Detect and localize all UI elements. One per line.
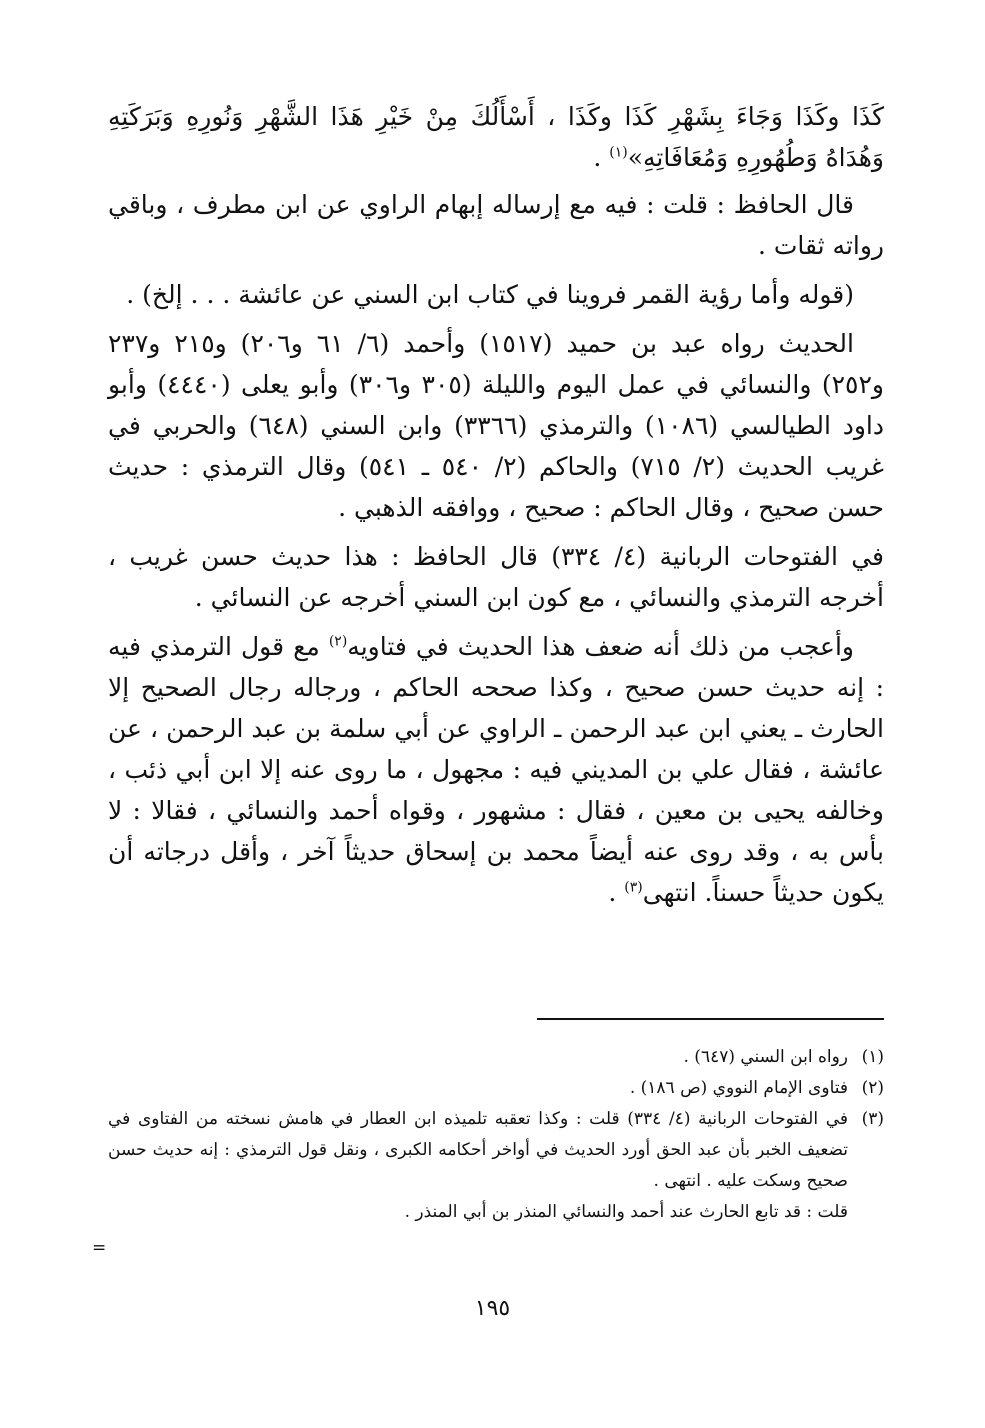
footnote-2 bbox=[108, 1073, 884, 1104]
paragraph-text: قال الحافظ : قلت : فيه مع إرساله إبهام الراوي عن ابن مطرف ، وباقي رواته ثقات . bbox=[108, 190, 884, 260]
paragraph-text: كَذَا وكَذَا وَجَاءَ بِشَهْرِ كَذَا وكَذَا ، أَسْأَلُكَ مِنْ خَيْرِ هَذَا الشَّهْرِ وَنُورِهِ وَبَرَكَتِهِ وَهُدَاهُ وَطُهُورِهِ وَمُعَافَاتِهِ» bbox=[108, 102, 884, 172]
footnotes bbox=[108, 1042, 884, 1228]
footnote-number: (٢) bbox=[861, 1078, 884, 1098]
footnote-3 bbox=[108, 1104, 884, 1197]
footnote-number: (٣) bbox=[861, 1109, 884, 1129]
footnote-separator bbox=[537, 1018, 884, 1020]
continuation-mark: = bbox=[92, 1238, 107, 1258]
paragraph-4 bbox=[108, 323, 884, 528]
footnote-1 bbox=[108, 1042, 884, 1073]
paragraph-2 bbox=[108, 184, 884, 266]
paragraph-text: (قوله وأما رؤية القمر فروينا في كتاب ابن السني عن عائشة . . . إلخ) . bbox=[126, 280, 854, 309]
page-number: ١٩٥ bbox=[474, 1296, 511, 1321]
paragraph-text: وأعجب من ذلك أنه ضعف هذا الحديث في فتاويه bbox=[347, 632, 854, 661]
footnote-ref-1: (١) bbox=[609, 144, 628, 161]
paragraph-tail: مع قول الترمذي فيه : إنه حديث حسن صحيح ، وكذا صححه الحاكم ، ورجاله رجال الصحيح إلا الحارث ـ يعني ابن عبد الرحمن ـ الراوي عن أبي سلمة بن عبد الرحمن ، عن عائشة ، فقال علي بن المديني فيه : مجهول ، ما روى عنه إلا ابن أبي ذئب ، وخالفه يحيى بن معين ، فقال : مشهور ، وقواه أحمد والنسائي ، فقالا : لا بأس به ، وقد روى عنه أيضاً محمد بن إسحاق حديثاً آخر ، وأقل درجاته أن يكون حديثاً حسناً. انتهى bbox=[108, 632, 884, 907]
footnote-text: رواه ابن السني (٦٤٧) . bbox=[683, 1047, 848, 1067]
paragraph-tail-2: . bbox=[608, 878, 625, 907]
footnote-continuation: قلت : قد تابع الحارث عند أحمد والنسائي المنذر بن أبي المنذر . bbox=[404, 1202, 848, 1222]
footnote-number: (١) bbox=[861, 1047, 884, 1067]
footnote-ref-2: (٢) bbox=[328, 633, 348, 650]
paragraph-1 bbox=[108, 96, 884, 178]
footnote-text: في الفتوحات الربانية (٤/ ٣٣٤) قلت : وكذا تعقبه تلميذه ابن العطار في هامش نسخته من الفتاوى في تضعيف الخبر بأن عبد الحق أورد الحديث في أواخر أحكامه الكبرى ، ونقل قول الترمذي : إنه حديث حسن صحيح وسكت عليه . انتهى . bbox=[108, 1109, 848, 1191]
footnote-ref-3: (٣) bbox=[624, 879, 643, 896]
main-text bbox=[108, 96, 884, 921]
paragraph-5 bbox=[108, 536, 884, 618]
paragraph-text: الحديث رواه عبد بن حميد (١٥١٧) وأحمد (٦/ ٦١ و٢٠٦) و٢١٥ و٢٣٧ و٢٥٢) والنسائي في عمل اليوم والليلة (٣٠٥ و٣٠٦) وأبو يعلى (٤٤٤٠) وأبو داود الطيالسي (١٠٨٦) والترمذي (٣٣٦٦) وابن السني (٦٤٨) والحربي في غريب الحديث (٢/ ٧١٥) والحاكم (٢/ ٥٤٠ ـ ٥٤١) وقال الترمذي : حديث حسن صحيح ، وقال الحاكم : صحيح ، ووافقه الذهبي . bbox=[108, 329, 885, 522]
paragraph-tail: . bbox=[593, 143, 610, 172]
paragraph-6 bbox=[108, 626, 884, 913]
paragraph-text: في الفتوحات الربانية (٤/ ٣٣٤) قال الحافظ : هذا حديث حسن غريب ، أخرجه الترمذي والنسائي ، مع كون ابن السني أخرجه عن النسائي . bbox=[108, 542, 885, 612]
footnote-text: فتاوى الإمام النووي (ص ١٨٦) . bbox=[629, 1078, 848, 1098]
paragraph-3 bbox=[108, 274, 884, 315]
